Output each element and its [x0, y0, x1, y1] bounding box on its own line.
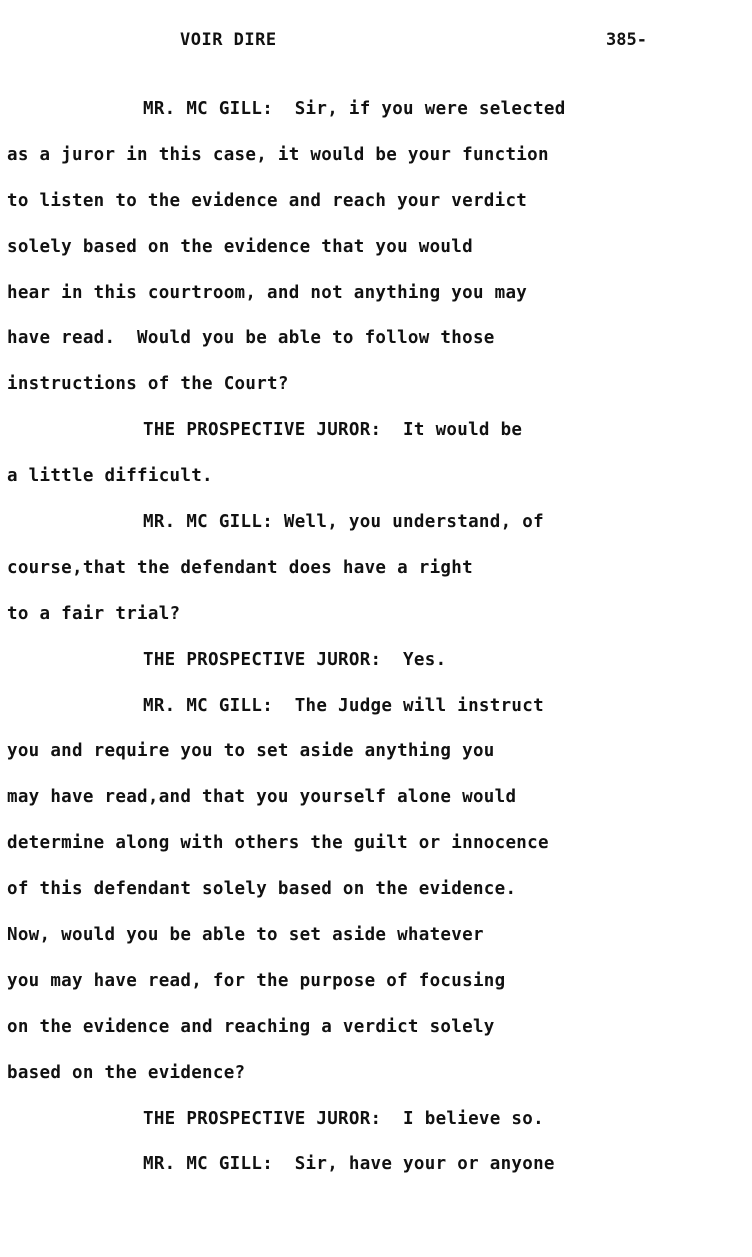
- transcript-line: you may have read, for the purpose of focusing: [7, 970, 506, 991]
- transcript-line: THE PROSPECTIVE JUROR: It would be: [143, 420, 523, 441]
- transcript-line: MR. MC GILL: Sir, have your or anyone: [143, 1154, 555, 1175]
- transcript-line: you and require you to set aside anything you: [7, 741, 495, 762]
- transcript-line: determine along with others the guilt or innocence: [7, 833, 549, 854]
- transcript-line: based on the evidence?: [7, 1062, 246, 1083]
- transcript-line: of this defendant solely based on the evidence.: [7, 879, 517, 900]
- transcript-line: to listen to the evidence and reach your verdict: [7, 190, 528, 211]
- transcript-line: solely based on the evidence that you would: [7, 236, 473, 257]
- page-header: [0, 30, 752, 58]
- transcript-line: hear in this courtroom, and not anything you may: [7, 282, 528, 303]
- transcript-line: have read. Would you be able to follow those: [7, 328, 495, 349]
- transcript-line: may have read,and that you yourself alone would: [7, 787, 517, 808]
- section-title: VOIR DIRE: [180, 30, 277, 50]
- transcript-line: THE PROSPECTIVE JUROR: Yes.: [143, 649, 447, 670]
- transcript-line: a little difficult.: [7, 466, 213, 487]
- transcript-line: on the evidence and reaching a verdict solely: [7, 1016, 495, 1037]
- transcript-line: MR. MC GILL: Sir, if you were selected: [143, 99, 566, 119]
- page-number: 385-: [606, 30, 647, 50]
- transcript-line: instructions of the Court?: [7, 374, 289, 395]
- transcript-line: course,that the defendant does have a right: [7, 557, 473, 578]
- transcript-line: to a fair trial?: [7, 603, 181, 624]
- transcript-body: [0, 92, 752, 1193]
- transcript-line: THE PROSPECTIVE JUROR: I believe so.: [143, 1108, 544, 1129]
- transcript-line: MR. MC GILL: The Judge will instruct: [143, 695, 544, 716]
- transcript-line: Now, would you be able to set aside whatever: [7, 925, 484, 946]
- transcript-line: as a juror in this case, it would be your function: [7, 144, 549, 165]
- transcript-line: MR. MC GILL: Well, you understand, of: [143, 512, 544, 533]
